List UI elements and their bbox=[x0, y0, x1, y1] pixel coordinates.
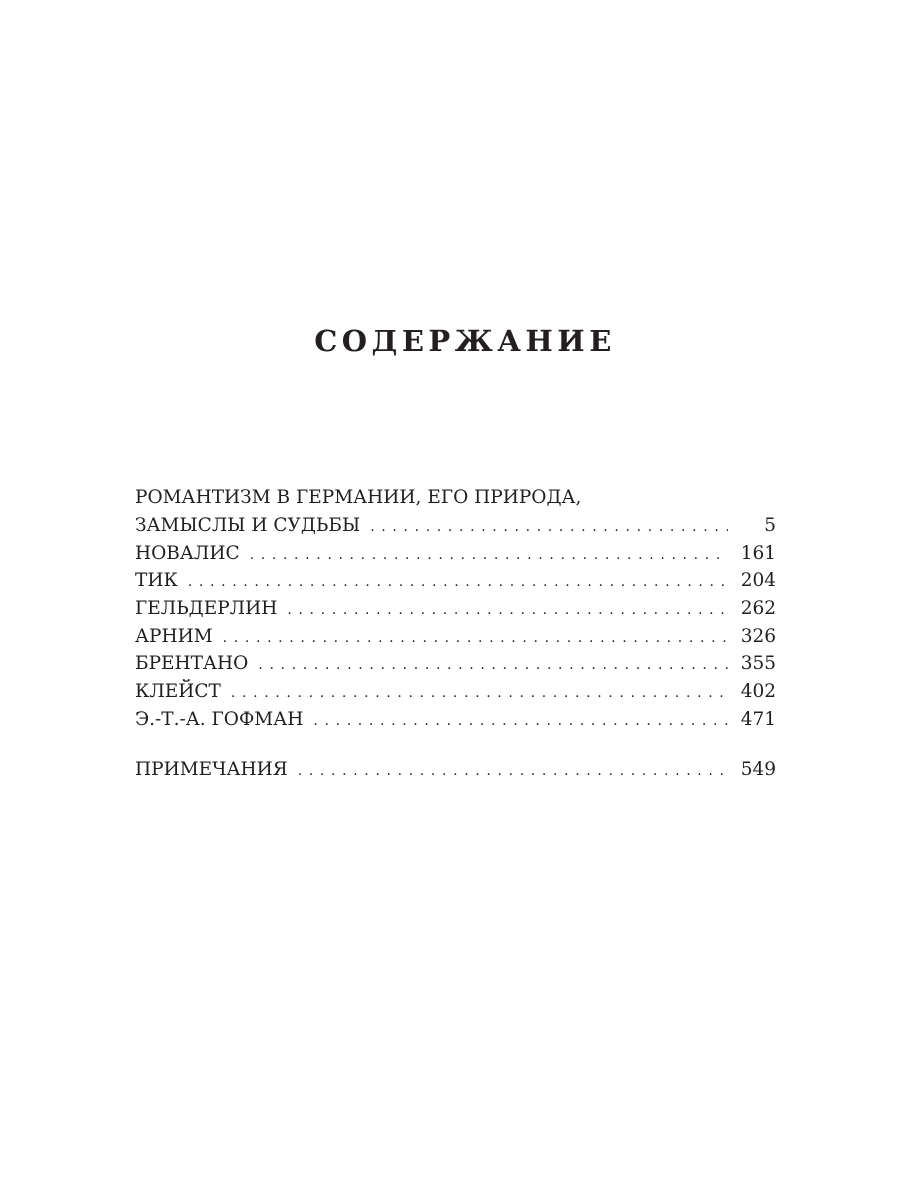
toc-entry-page-number: 5 bbox=[764, 515, 776, 536]
toc-entry-label: ТИК bbox=[135, 570, 178, 592]
toc-entry-label: Э.-Т.-А. ГОФМАН bbox=[135, 708, 304, 730]
dot-leader bbox=[250, 542, 728, 570]
toc-entry-page-number: 204 bbox=[740, 570, 776, 592]
toc-entry-page-number: 549 bbox=[740, 758, 776, 780]
toc-entry-tieck bbox=[135, 567, 776, 595]
dot-leader bbox=[298, 758, 728, 786]
toc-entry-page-number: 161 bbox=[740, 542, 776, 564]
toc-entry-hoffmann bbox=[135, 706, 776, 734]
toc-entry-brentano bbox=[135, 650, 776, 678]
toc-entry-label: АРНИМ bbox=[135, 625, 213, 647]
toc-entry-label: ПРИМЕЧАНИЯ bbox=[135, 758, 288, 780]
toc-entry-label: КЛЕЙСТ bbox=[135, 681, 221, 703]
toc-entry-label: ГЕЛЬДЕРЛИН bbox=[135, 598, 278, 620]
toc-entry-novalis bbox=[135, 540, 776, 568]
toc-entry-label: ЗАМЫСЛЫ И СУДЬБЫ bbox=[135, 515, 361, 536]
toc-entry-page-number: 355 bbox=[740, 653, 776, 675]
table-of-contents bbox=[135, 484, 776, 783]
toc-entry-label: БРЕНТАНО bbox=[135, 653, 249, 675]
toc-entry-notes bbox=[135, 756, 776, 784]
toc-entry-hoelderlin bbox=[135, 595, 776, 623]
toc-entry-first-line: РОМАНТИЗМ В ГЕРМАНИИ, ЕГО ПРИРОДА, bbox=[135, 487, 582, 508]
toc-entry-page-number: 262 bbox=[740, 598, 776, 620]
toc-entry-romanticism bbox=[135, 512, 776, 540]
toc-entry-arnim bbox=[135, 623, 776, 651]
toc-entry-label: НОВАЛИС bbox=[135, 542, 240, 564]
dot-leader bbox=[223, 625, 728, 653]
dot-leader bbox=[313, 708, 728, 736]
toc-entry-page-number: 326 bbox=[740, 625, 776, 647]
dot-leader bbox=[287, 597, 728, 625]
toc-entry-kleist bbox=[135, 678, 776, 706]
dot-leader bbox=[370, 514, 728, 542]
dot-leader bbox=[188, 569, 728, 597]
toc-entry-page-number: 471 bbox=[740, 708, 776, 730]
toc-entry-page-number: 402 bbox=[740, 681, 776, 703]
dot-leader bbox=[231, 680, 728, 708]
page-title: СОДЕРЖАНИЕ bbox=[314, 324, 616, 358]
dot-leader bbox=[258, 652, 728, 680]
